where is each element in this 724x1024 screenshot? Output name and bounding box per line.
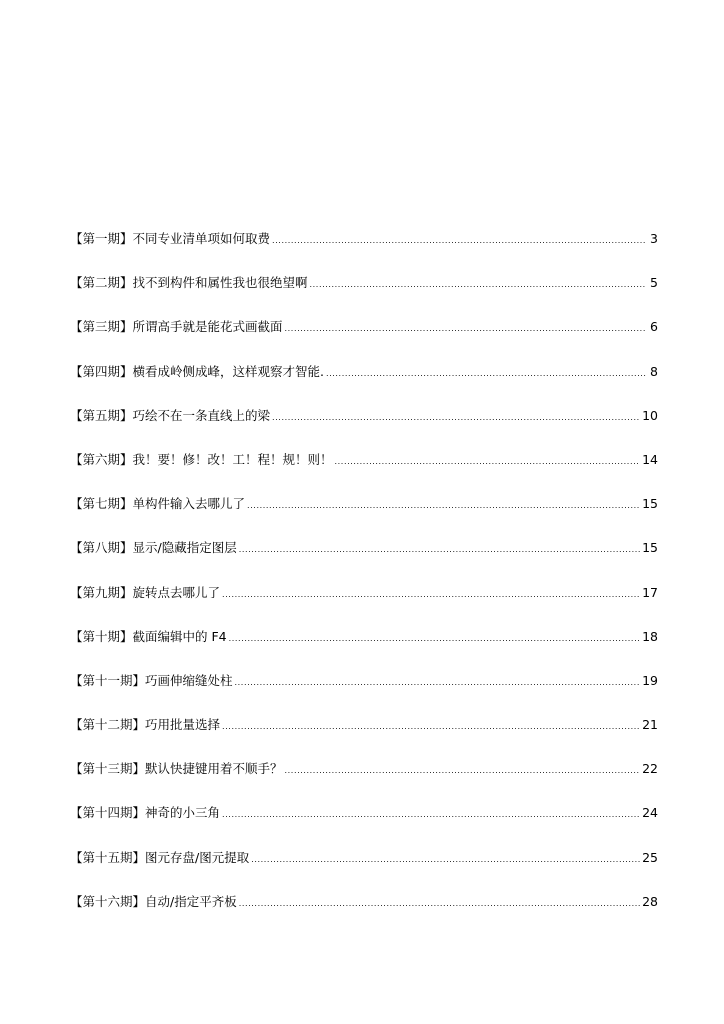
toc-dot-leader xyxy=(239,540,640,560)
toc-entry-7[interactable] xyxy=(70,494,658,538)
toc-page-number: 14 xyxy=(642,451,658,467)
toc-page-number: 25 xyxy=(642,849,658,865)
toc-dot-leader xyxy=(272,408,640,428)
toc-entry-title: 【第十六期】自动/指定平齐板 xyxy=(70,893,237,909)
toc-entry-13[interactable] xyxy=(70,759,658,803)
toc-page-number: 24 xyxy=(642,805,658,821)
toc-page-number: 6 xyxy=(650,319,658,335)
toc-entry-title: 【第三期】所谓高手就是能花式画截面 xyxy=(70,319,283,335)
toc-entry-3[interactable] xyxy=(70,317,658,361)
toc-entry-14[interactable] xyxy=(70,803,658,847)
toc-entry-title: 【第一期】不同专业清单项如何取费 xyxy=(70,231,271,246)
toc-entry-16[interactable] xyxy=(70,892,658,936)
toc-entry-title: 【第八期】显示/隐藏指定图层 xyxy=(70,540,237,556)
toc-entry-1[interactable] xyxy=(70,229,658,273)
toc-entry-title: 【第二期】找不到构件和属性我也很绝望啊 xyxy=(70,275,308,291)
toc-dot-leader xyxy=(222,717,640,737)
toc-dot-leader xyxy=(229,629,640,649)
toc-entry-10[interactable] xyxy=(70,627,658,671)
toc-entry-title: 【第十期】截面编辑中的 F4 xyxy=(70,628,227,644)
toc-page-number: 5 xyxy=(650,275,658,291)
toc-entry-title: 【第四期】横看成岭侧成峰，这样观察才智能. xyxy=(70,363,324,379)
toc-entry-title: 【第九期】旋转点去哪儿了 xyxy=(70,584,221,600)
toc-entry-5[interactable] xyxy=(70,406,658,450)
toc-entry-title: 【第十四期】神奇的小三角 xyxy=(70,805,221,821)
toc-entry-title: 【第十五期】图元存盘/图元提取 xyxy=(70,849,250,865)
toc-entry-12[interactable] xyxy=(70,715,658,759)
toc-dot-leader xyxy=(235,673,641,693)
toc-entry-6[interactable] xyxy=(70,450,658,494)
toc-page-number: 3 xyxy=(650,231,658,246)
toc-entry-4[interactable] xyxy=(70,362,658,406)
toc-dot-leader xyxy=(251,850,640,870)
toc-dot-leader xyxy=(326,364,646,384)
toc-entry-11[interactable] xyxy=(70,671,658,715)
toc-page-number: 10 xyxy=(642,407,658,423)
toc-entry-9[interactable] xyxy=(70,583,658,627)
toc-page-number: 22 xyxy=(642,761,658,777)
toc-page-number: 21 xyxy=(642,717,658,733)
toc-page-number: 15 xyxy=(642,496,658,512)
toc-entry-8[interactable] xyxy=(70,538,658,582)
toc-dot-leader xyxy=(285,761,641,781)
toc-dot-leader xyxy=(222,585,640,605)
toc-dot-leader xyxy=(310,275,646,295)
toc-entry-2[interactable] xyxy=(70,273,658,317)
toc-entry-title: 【第七期】单构件输入去哪儿了 xyxy=(70,496,246,512)
toc-entry-15[interactable] xyxy=(70,848,658,892)
toc-dot-leader xyxy=(247,496,640,516)
toc-entry-title: 【第五期】巧绘不在一条直线上的梁 xyxy=(70,407,271,423)
toc-entry-title: 【第十一期】巧画伸缩缝处柱 xyxy=(70,672,233,688)
toc-page-number: 19 xyxy=(642,672,658,688)
toc-entry-title: 【第十二期】巧用批量选择 xyxy=(70,717,221,733)
toc-page-number: 15 xyxy=(642,540,658,556)
table-of-contents xyxy=(70,229,658,936)
toc-page-number: 17 xyxy=(642,584,658,600)
toc-entry-title: 【第六期】我！要！修！改！工！程！规！则！ xyxy=(70,451,333,467)
toc-dot-leader xyxy=(222,805,640,825)
toc-dot-leader xyxy=(239,894,640,914)
toc-dot-leader xyxy=(335,452,641,472)
toc-page-number: 28 xyxy=(642,893,658,909)
toc-page-number: 8 xyxy=(650,363,658,379)
toc-dot-leader xyxy=(272,231,646,251)
toc-entry-title: 【第十三期】默认快捷键用着不顺手？ xyxy=(70,761,283,777)
toc-dot-leader xyxy=(285,319,646,339)
toc-page-number: 18 xyxy=(642,628,658,644)
